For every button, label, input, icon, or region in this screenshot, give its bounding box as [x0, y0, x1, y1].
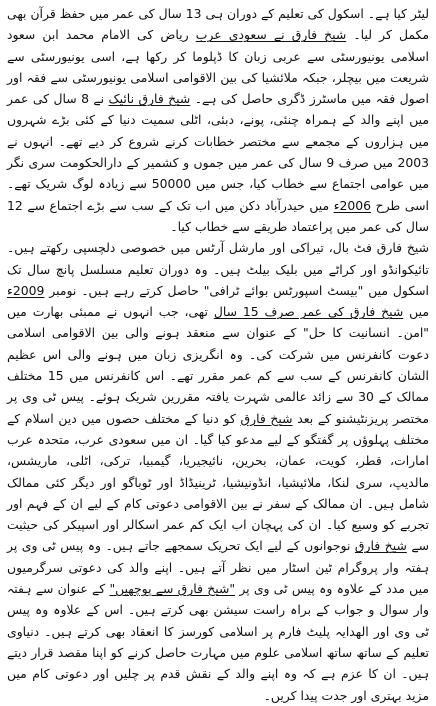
paragraph [7, 237, 429, 706]
text-run: نے 8 سال کی عمر میں اپنے والد کے ہمراہ چنئی، پونے، دبئی، اٹلی سمیت دنیا کے کئی بڑے شہروں میں ہزاروں کے مجمعے سے مختصر خطابات کرنے شروع کر دیے تھے۔ انہوں نے 2003 میں صرف 9 سال کی عمر میں جموں و کشمیر کے دارالحکومت سری نگر میں عوامی اجتماع سے خطاب کیا، جس میں 50000 سے زیادہ لوگ شریک تھے۔ اسی طرح [7, 91, 429, 213]
text-run: کو دنیا کے مختلف حصوں میں دین اسلام کے مختلف پہلوؤں پر گفتگو کے لیے مدعو کیا گیا۔ ان میں سعودی عرب، متحدہ عرب امارات، قطر، کویت، عمان، بحرین، نائیجیریا، گیمبیا، ترکی، اٹلی، ماریشس، مالدیپ، سری لنکا، ملائیشیا، انڈونیشیا، ٹرینیڈاڈ اور ٹوباگو اور دیگر کئی ممالک شامل ہیں۔ ان ممالک کے سفر نے بین الاقوامی دعوتی کام کے لیے ان کے فہم اور تجربے کو وسیع کیا۔ ان کی پہچان اب ایک کم عمر اسکالر اور اسپیکر کی حیثیت سے [7, 410, 429, 554]
underlined-text: 2009ء [7, 282, 45, 298]
text-run: تھی، جب انہوں نے ممبئی بھارت میں "امن۔ انسانیت کا حل" کے عنوان سے منعقد ہونے والی بین الاقوامی اسلامی دعوت کانفرنس میں شرکت کی۔ وہ انگریزی زبان میں ہونے والی اس عظیم الشان کانفرنس کے سب سے کم عمر مقرر تھے۔ اس کانفرنس میں 15 مختلف ممالک کے 30 سے زائد عالمی شہرت یافتہ مقررین شریک ہوئے۔ پیس ٹی وی پر مختصر پریزنٹیشنو کے بعد [7, 304, 430, 426]
underlined-text: "شیخ فارق سے پوچھیں" [109, 581, 236, 597]
text-run: 13 سال [158, 6, 202, 21]
paragraph [7, 3, 429, 237]
text-run: میں حیدرآباد دکن میں اب تک کے سب سے بڑے اجتماع سے 12 سال کی عمر میں پراعتماد طریقے سے خطاب کیا۔ [7, 197, 429, 234]
underlined-text: شیخ فارق کی عمر صرف 15 سال [213, 304, 404, 320]
text-run: نوجوانوں کے لیے ایک تحریک سمجھے جاتے ہیں۔ وہ پیس ٹی وی پر ہفتہ وار پروگرام ٹین اسٹار میں نظر آتے ہیں۔ اپنے والد کی دعوتی سرگرمیوں میں مدد کے علاوہ وہ پیس ٹی وی پر [7, 538, 429, 597]
underlined-text: شیخ فارق [354, 538, 407, 554]
underlined-text: 2006ء [333, 197, 372, 213]
text-run: شیخ فارق فٹ بال، تیراکی اور مارشل آرٹس میں خصوصی دلچسپی رکھتے ہیں۔ تائیکوانڈو اور کراٹے میں بلیک بیلٹ ہیں۔ وہ دوران تعلیم مسلسل پانچ سال تک اسکول میں "بیسٹ اسپورٹس بوائے ٹرافی" حاصل کرتے رہے ہیں۔ نومبر [7, 240, 429, 298]
underlined-text: شیخ فارق نے سعودی عرب [195, 27, 347, 43]
text-run: ریاض کی الامام محمد ابن سعود اسلامی یونیورسٹی سے عربی زبان کا ڈپلوما کر رکھا ہے، اسی یونیورسٹی سے شریعت میں بیچلر، جبکہ ملائشیا کی بین الاقوامی اسلامی یونیورسٹی سے فقہ اور اصول فقہ میں ماسٹرز ڈگری حاصل کی ہے۔ [7, 27, 429, 107]
text-run: میں [403, 304, 429, 320]
underlined-text: شیخ فارق [240, 410, 293, 426]
text-run: کی عمر میں حفظ قرآن بھی مکمل کر لیا۔ [7, 6, 430, 43]
text-run: کے عنوان سے ہفتہ وار سوال و جواب کے براہ راست سیشن بھی کرتے ہیں۔ اس کے علاوہ وہ پیس ٹی وی اور الهدایہ پلیٹ فارم پر اسلامی کورسز کا انعقاد بھی کرتے ہیں۔ دنیاوی تعلیم کے ساتھ ساتھ اسلامی علوم میں مہارت حاصل کرنے کو اپنا مقصد قرار دیتے ہیں۔ ان کا عزم ہے کہ وہ اپنے والد کے نقش قدم پر چلیں اور دعوتی کام میں مزید بہتری اور جدت پیدا کریں۔ [7, 581, 429, 703]
text-run: لیٹر کیا ہے۔ اسکول کی تعلیم کے دوران ہی [201, 6, 429, 21]
underlined-text: شیخ فارق نائیک [108, 91, 191, 107]
